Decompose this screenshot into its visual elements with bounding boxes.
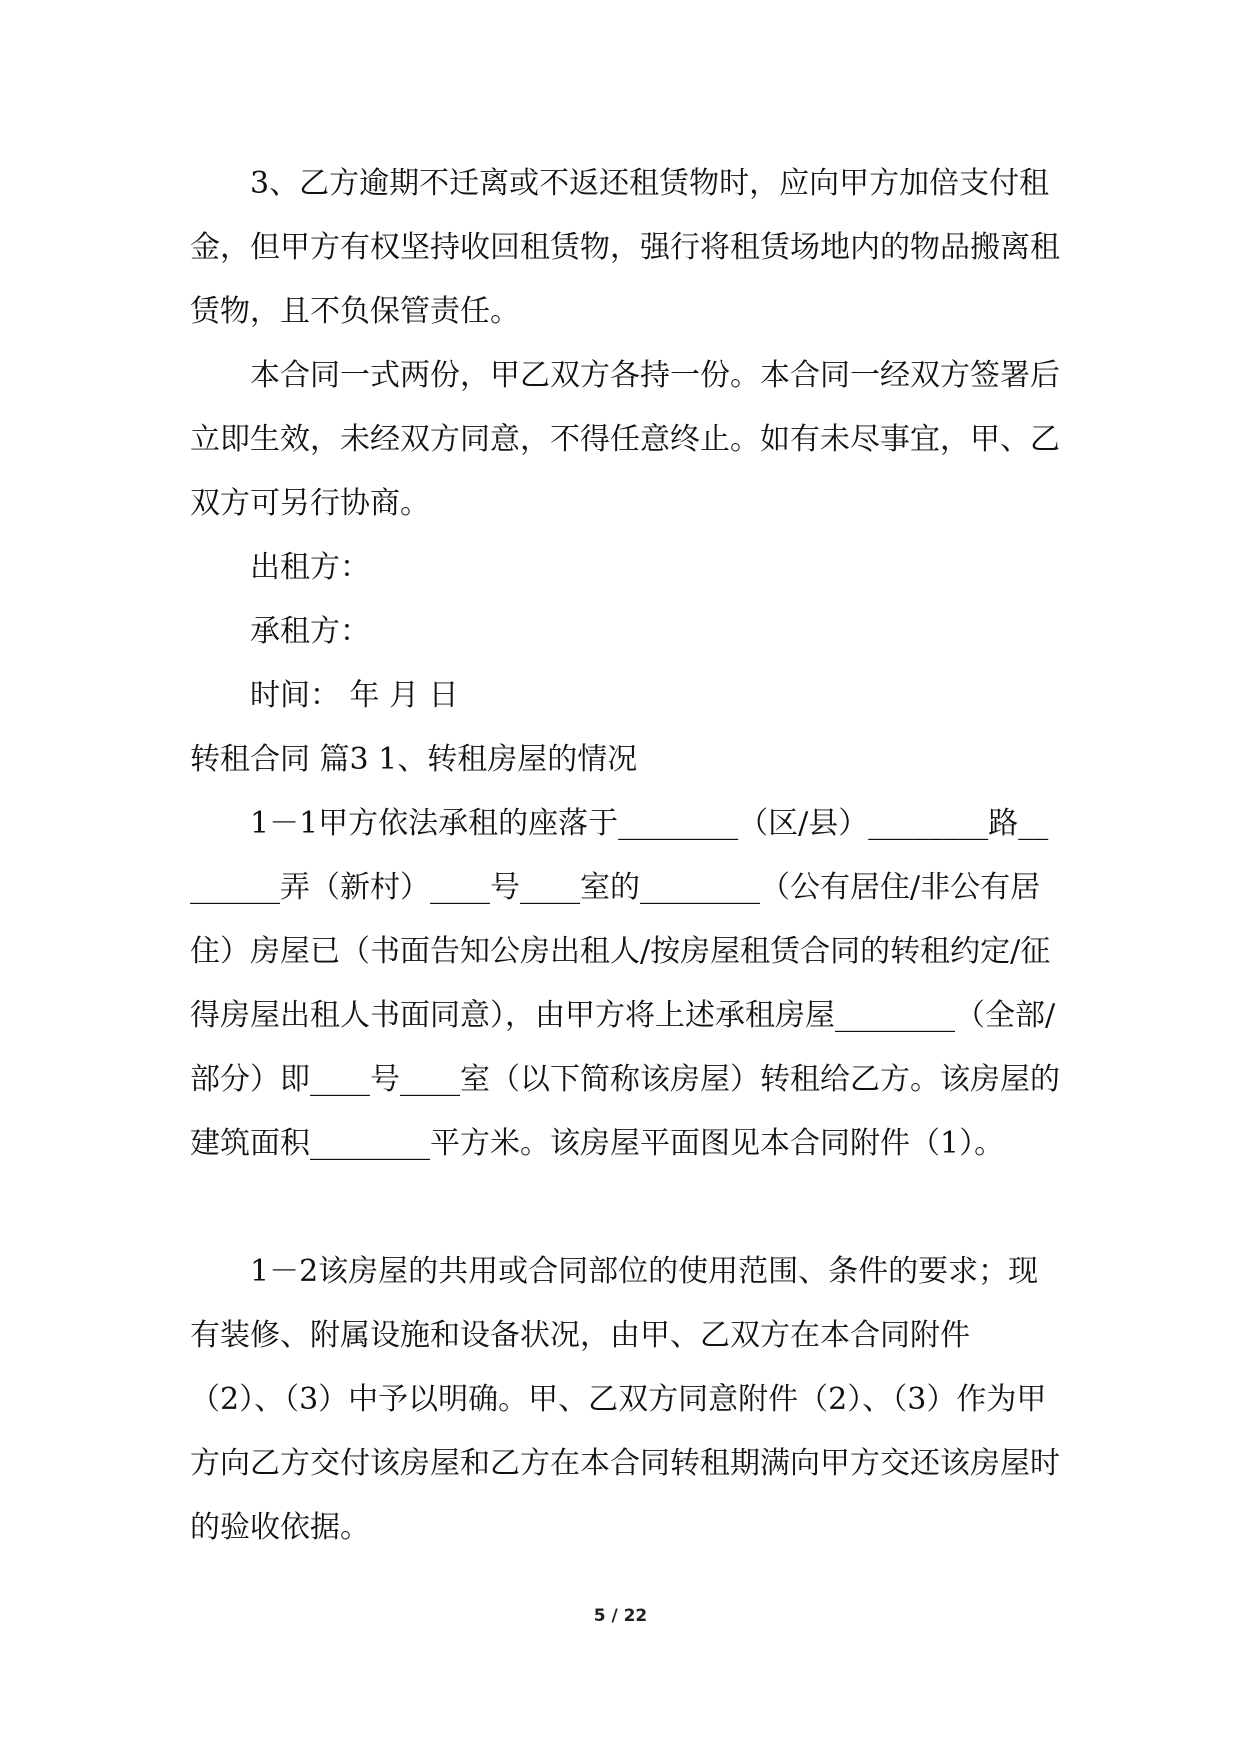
- paragraph-clause-3: 3、乙方逾期不迁离或不返还租赁物时，应向甲方加倍支付租金，但甲方有权坚持收回租赁物，强行将租赁场地内的物品搬离租赁物，且不负保管责任。: [190, 166, 1060, 329]
- page-number: 5 / 22: [593, 1606, 648, 1626]
- date-line: 时间： 年 月 日: [250, 678, 459, 713]
- clause-1-2: 1－2该房屋的共用或合同部位的使用范围、条件的要求；现有装修、附属设施和设备状况，由甲、乙双方在本合同附件（2）、（3）中予以明确。甲、乙双方同意附件（2）、（3）作为甲方向乙方交付该房屋和乙方在本合同转租期满向甲方交还该房屋时的验收依据。: [190, 1254, 1060, 1545]
- paragraph-copies: 本合同一式两份，甲乙双方各持一份。本合同一经双方签署后立即生效，未经双方同意，不得任意终止。如有未尽事宜，甲、乙双方可另行协商。: [190, 358, 1060, 521]
- section-heading: 转租合同 篇3 1、转租房屋的情况: [190, 742, 638, 777]
- lessor-label: 出租方：: [250, 550, 370, 585]
- lessee-label: 承租方：: [250, 614, 370, 649]
- clause-1-1: 1－1甲方依法承租的座落于________（区/县）________路________弄（新村）____号____室的________（公有居住/非公有居住）房屋已（书面告知公房出租人/按房屋租赁合同的转租约定/征得房屋出租人书面同意），由甲方将上述承租房屋________（全部/部分）即____号____室（以下简称该房屋）转租给乙方。该房屋的建筑面积________平方米。该房屋平面图见本合同附件（1）。: [190, 806, 1060, 1161]
